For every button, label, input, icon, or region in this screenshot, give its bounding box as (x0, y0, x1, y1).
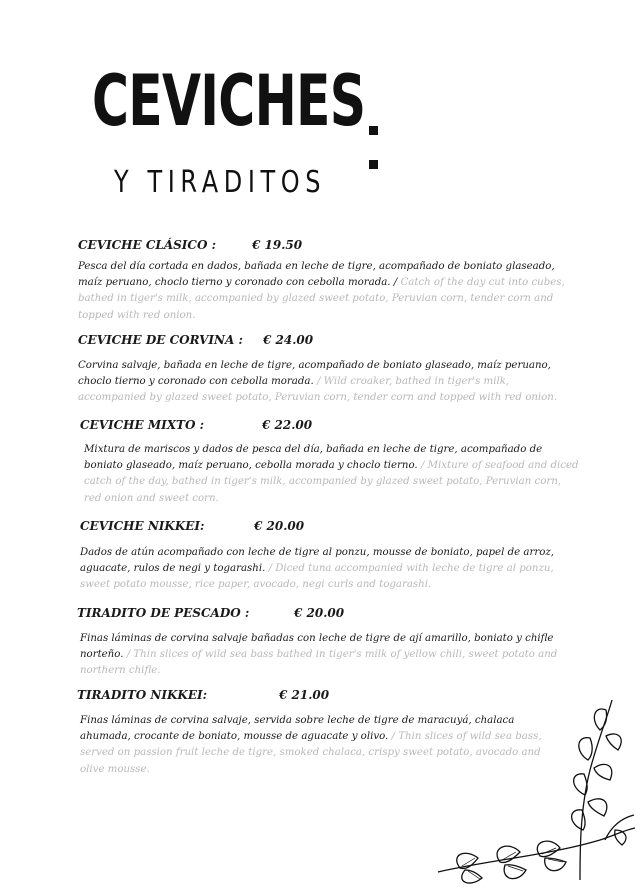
dish-name: TIRADITO NIKKEI: (77, 688, 208, 702)
description-english: Catch of the day cut into cubes, bathed in tiger's milk, accompanied by glazed sweet potato, Peruvian corn, tender corn and topped with red onion. (78, 277, 565, 321)
description-spanish: Finas láminas de corvina salvaje, servida sobre leche de tigre de maracuyá, chalaca ahumada, crocante de boniato, mousse de aguacate y olivo. (80, 715, 515, 743)
dish-description (77, 631, 577, 680)
dish-ceviche-de-corvina (78, 333, 578, 407)
dish-description (78, 358, 578, 407)
dish-name: CEVICHE NIKKEI: (80, 519, 205, 533)
description-spanish: Pesca del día cortada en dados, bañada en leche de tigre, acompañado de boniato glaseado, maíz peruano, choclo tierno y coronado con cebolla morada. / (78, 261, 555, 289)
dish-description (80, 545, 580, 594)
description-spanish: Dados de atún acompañado con leche de tigre al ponzu, mousse de boniato, papel de arroz, aguacate, rulos de negi y togarashi. (80, 547, 554, 575)
description-spanish: Corvina salvaje, bañada en leche de tigre, acompañado de boniato glaseado, maíz peruano, choclo tierno y coronado con cebolla morada. (78, 360, 551, 388)
dish-tiradito-de-pescado (77, 606, 577, 680)
description-english: / Diced tuna accompanied with leche de tigre al ponzu, sweet potato mousse, rice paper, avocado, negi curls and togarashi. (80, 563, 554, 591)
colon-decoration (369, 126, 379, 172)
dish-price: € 24.00 (263, 333, 314, 347)
description-spanish: Mixtura de mariscos y dados de pesca del día, bañada en leche de tigre, acompañado de boniato glaseado, maíz peruano, cebolla morada y choclo tierno. (84, 444, 543, 472)
description-english: / Thin slices of wild sea bass bathed in tiger's milk of yellow chili, sweet potato and northern chifle. (80, 649, 558, 677)
dish-description (78, 259, 578, 324)
dish-ceviche-clasico (78, 238, 578, 324)
description-english: / Thin slices of wild sea bass, served on passion fruit leche de tigre, smoked chalaca, crispy sweet potato, avocado and olive mousse. (80, 731, 542, 775)
description-english: / Mixture of seafood and diced catch of the day, bathed in tiger's milk, accompanied by glazed sweet potato, Peruvian corn, red onion and sweet corn. (84, 460, 579, 504)
dish-ceviche-mixto (80, 418, 580, 507)
dish-price: € 19.50 (252, 238, 303, 252)
dish-name: TIRADITO DE PESCADO : (77, 606, 250, 620)
dish-name: CEVICHE CLÁSICO : (78, 238, 217, 252)
description-english: / Wild croaker, bathed in tiger's milk, accompanied by glazed sweet potato, Peruvian corn, tender corn and topped with red onion. (78, 376, 558, 404)
dish-price: € 20.00 (254, 519, 305, 533)
dish-name: CEVICHE DE CORVINA : (78, 333, 243, 347)
dish-ceviche-nikkei (80, 519, 580, 594)
dish-price: € 20.00 (294, 606, 345, 620)
menu-subtitle: Y TIRADITOS (114, 165, 327, 200)
leaf-branch-icon (430, 690, 640, 893)
description-spanish: Finas láminas de corvina salvaje bañadas con leche de tigre de ají amarillo, boniato y chifle norteño. (80, 633, 554, 661)
dish-description (80, 442, 580, 507)
menu-title: CEVICHES (92, 60, 366, 142)
dish-price: € 21.00 (279, 688, 330, 702)
dish-price: € 22.00 (262, 418, 313, 432)
dish-name: CEVICHE MIXTO : (80, 418, 205, 432)
